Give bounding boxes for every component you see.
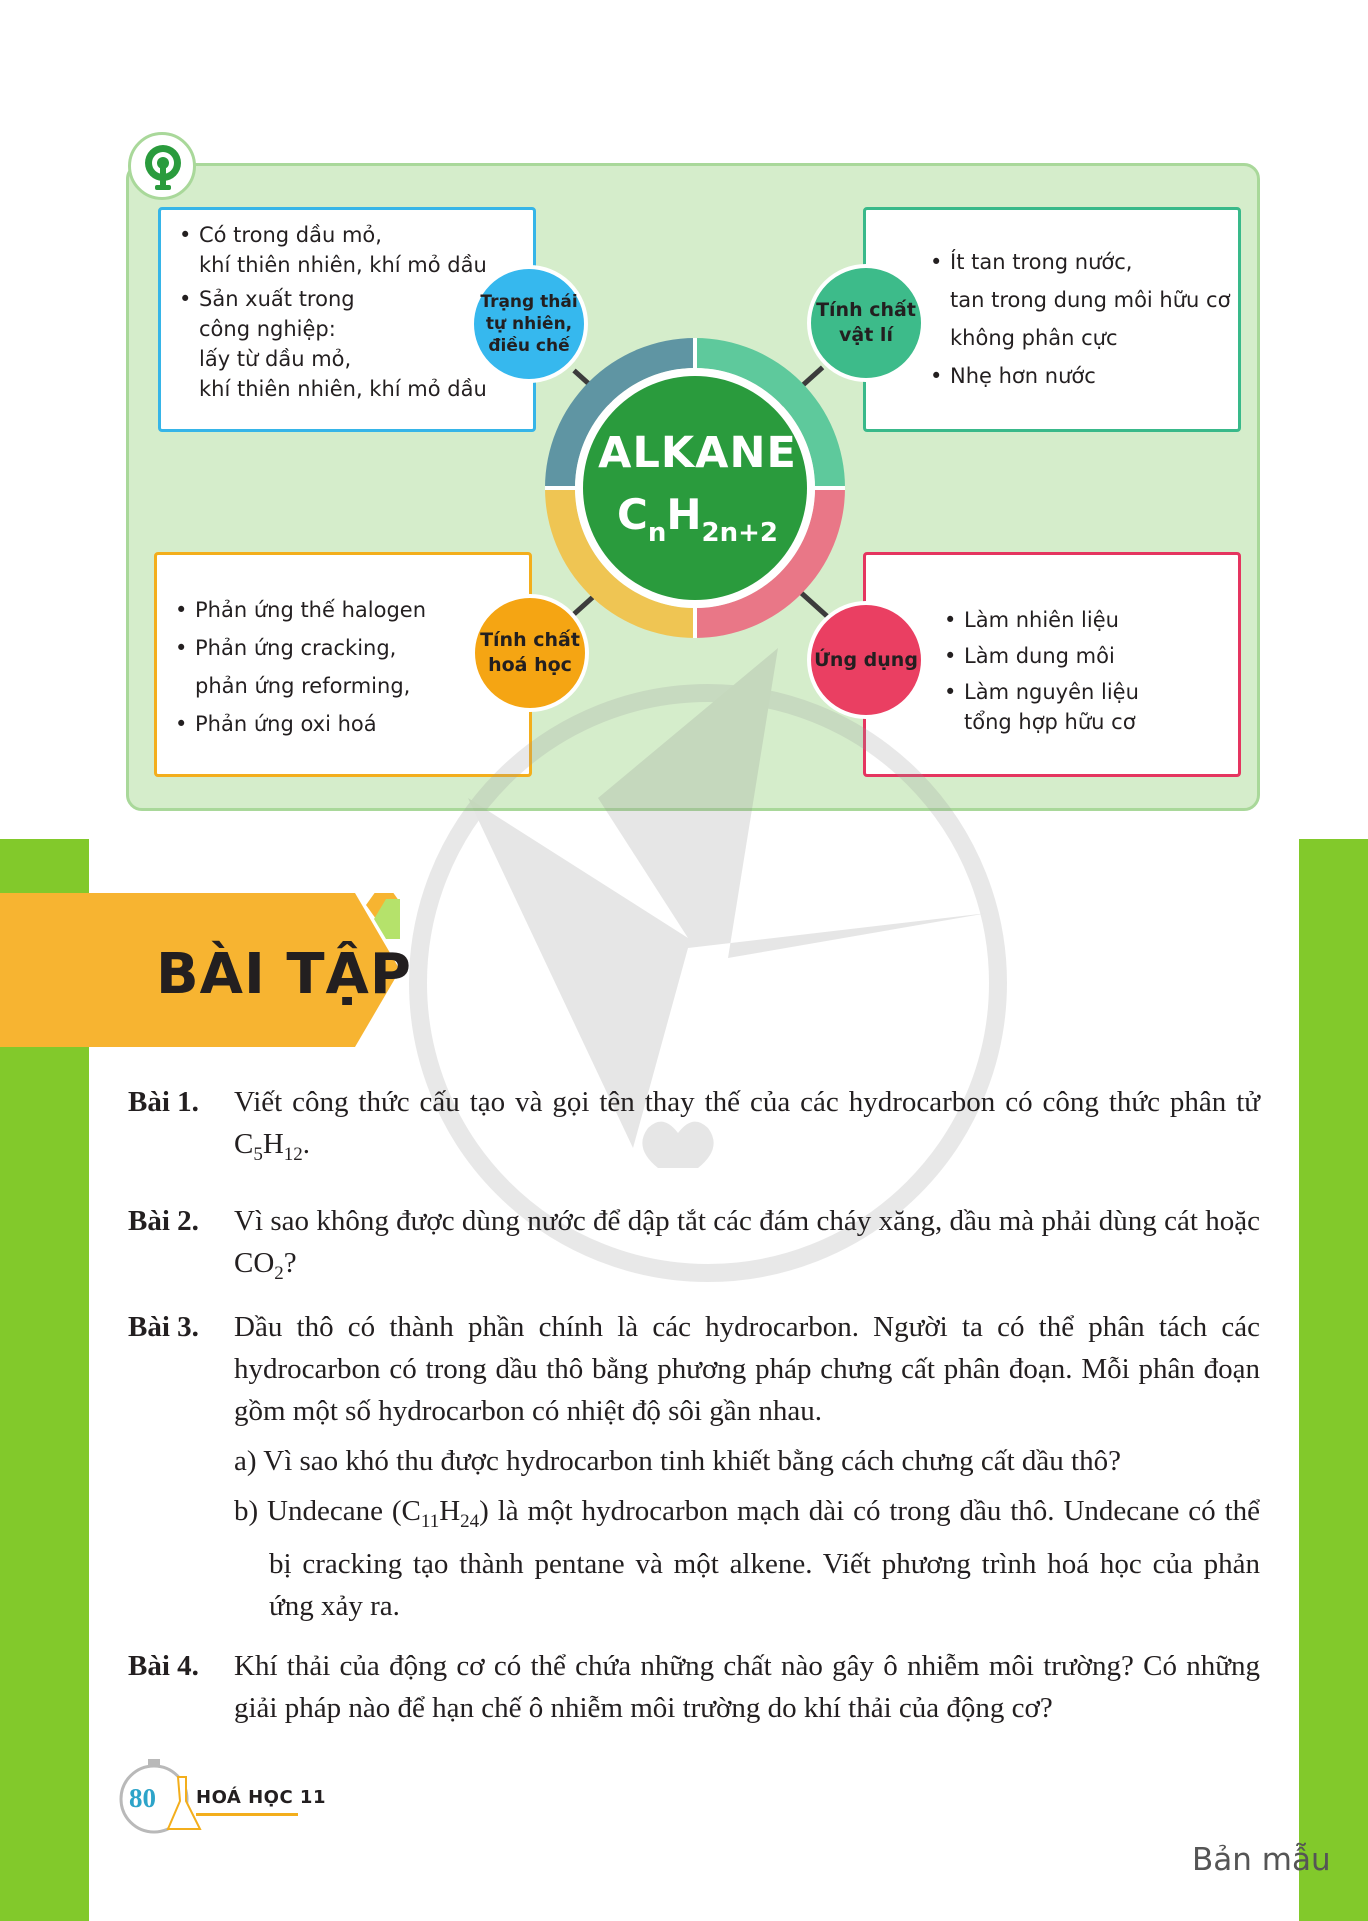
footer-underline: [196, 1813, 298, 1816]
exercise-3a: a) Vì sao khó thu được hydrocarbon tinh khiết bằng cách chưng cất dầu thô?: [234, 1445, 1121, 1477]
lightbulb-icon: [128, 132, 196, 200]
book-title: HOÁ HỌC 11: [196, 1787, 326, 1808]
exercise-3: Bài 3. Dầu thô có thành phần chính là các hydrocarbon. Người ta có thể phân tách các hydrocarbon có trong dầu thô bằng phương pháp chưng cất phân đoạn. Mỗi phân đoạn gồm một số hydrocarbon có nhiệt độ sôi gần nhau. a) Vì sao khó thu được hydrocarbon tinh khiết bằng cách chưng cất dầu thô? b) Undecane $(C_{11}H_{24})$ là một hydrocarbon mạch dài có trong dầu thô. Undecane có thể bị cracking tạo thành pentane và một alkene. Viết phương trình hoá học của phản ứng xảy ra.: [128, 1306, 1260, 1627]
node-chemical-properties: Tính chất hoá học: [471, 594, 589, 712]
exercise-1: Bài 1. Viết công thức cấu tạo và gọi tên thay thế của các hydrocarbon có công thức phân tử $C_5H_{12}$.: [128, 1086, 1260, 1165]
exercise-4: Bài 4. Khí thải của động cơ có thể chứa những chất nào gây ô nhiễm môi trường? Có những giải pháp nào để hạn chế ô nhiễm môi trường do khí thải của động cơ?: [128, 1650, 1260, 1724]
list-item: • Có trong dầu mỏ, khí thiên nhiên, khí mỏ dầu: [175, 220, 523, 280]
list-item: • Phản ứng cracking, phản ứng reforming,: [171, 629, 525, 705]
list-item: • Phản ứng oxi hoá: [171, 705, 525, 743]
list-item: • Làm dung môi: [940, 641, 1234, 671]
node-natural-state: Trạng thái tự nhiên, điều chế: [470, 265, 588, 383]
list-item: • Làm nhiên liệu: [940, 605, 1234, 635]
list-item: • Phản ứng thế halogen: [171, 591, 525, 629]
list-item: • Nhẹ hơn nước: [926, 357, 1234, 395]
alkane-formula: $C_nH_{2n+2}$: [617, 490, 778, 548]
sample-stamp: Bản mẫu: [1192, 1842, 1331, 1878]
watermark-logo: [388, 648, 1028, 1288]
exercise-2: Bài 2. Vì sao không được dùng nước để dập tắt các đám cháy xăng, dầu mà phải dùng cát hoặc $CO_2$?: [128, 1205, 1260, 1284]
list-item: • Làm nguyên liệu tổng hợp hữu cơ: [940, 677, 1234, 737]
alkane-center-ring: [545, 338, 845, 638]
section-heading: BÀI TẬP: [156, 942, 412, 1007]
node-physical-properties: Tính chất vật lí: [807, 264, 925, 382]
page-number: 80: [129, 1783, 156, 1813]
list-item: • Sản xuất trong công nghiệp: lấy từ dầu mỏ, khí thiên nhiên, khí mỏ dầu: [175, 284, 523, 404]
right-green-bar: [1299, 839, 1368, 1921]
list-item: • Ít tan trong nước, tan trong dung môi hữu cơ không phân cực: [926, 243, 1234, 357]
node-applications: Ứng dụng: [807, 601, 925, 719]
alkane-title: ALKANE: [598, 428, 797, 478]
exercise-3b: b) Undecane $(C_{11}H_{24})$ là một hydrocarbon mạch dài có trong dầu thô. Undecane có thể bị cracking tạo thành pentane và một alkene. Viết phương trình hoá học của phản ứng xảy ra.: [234, 1495, 1260, 1622]
